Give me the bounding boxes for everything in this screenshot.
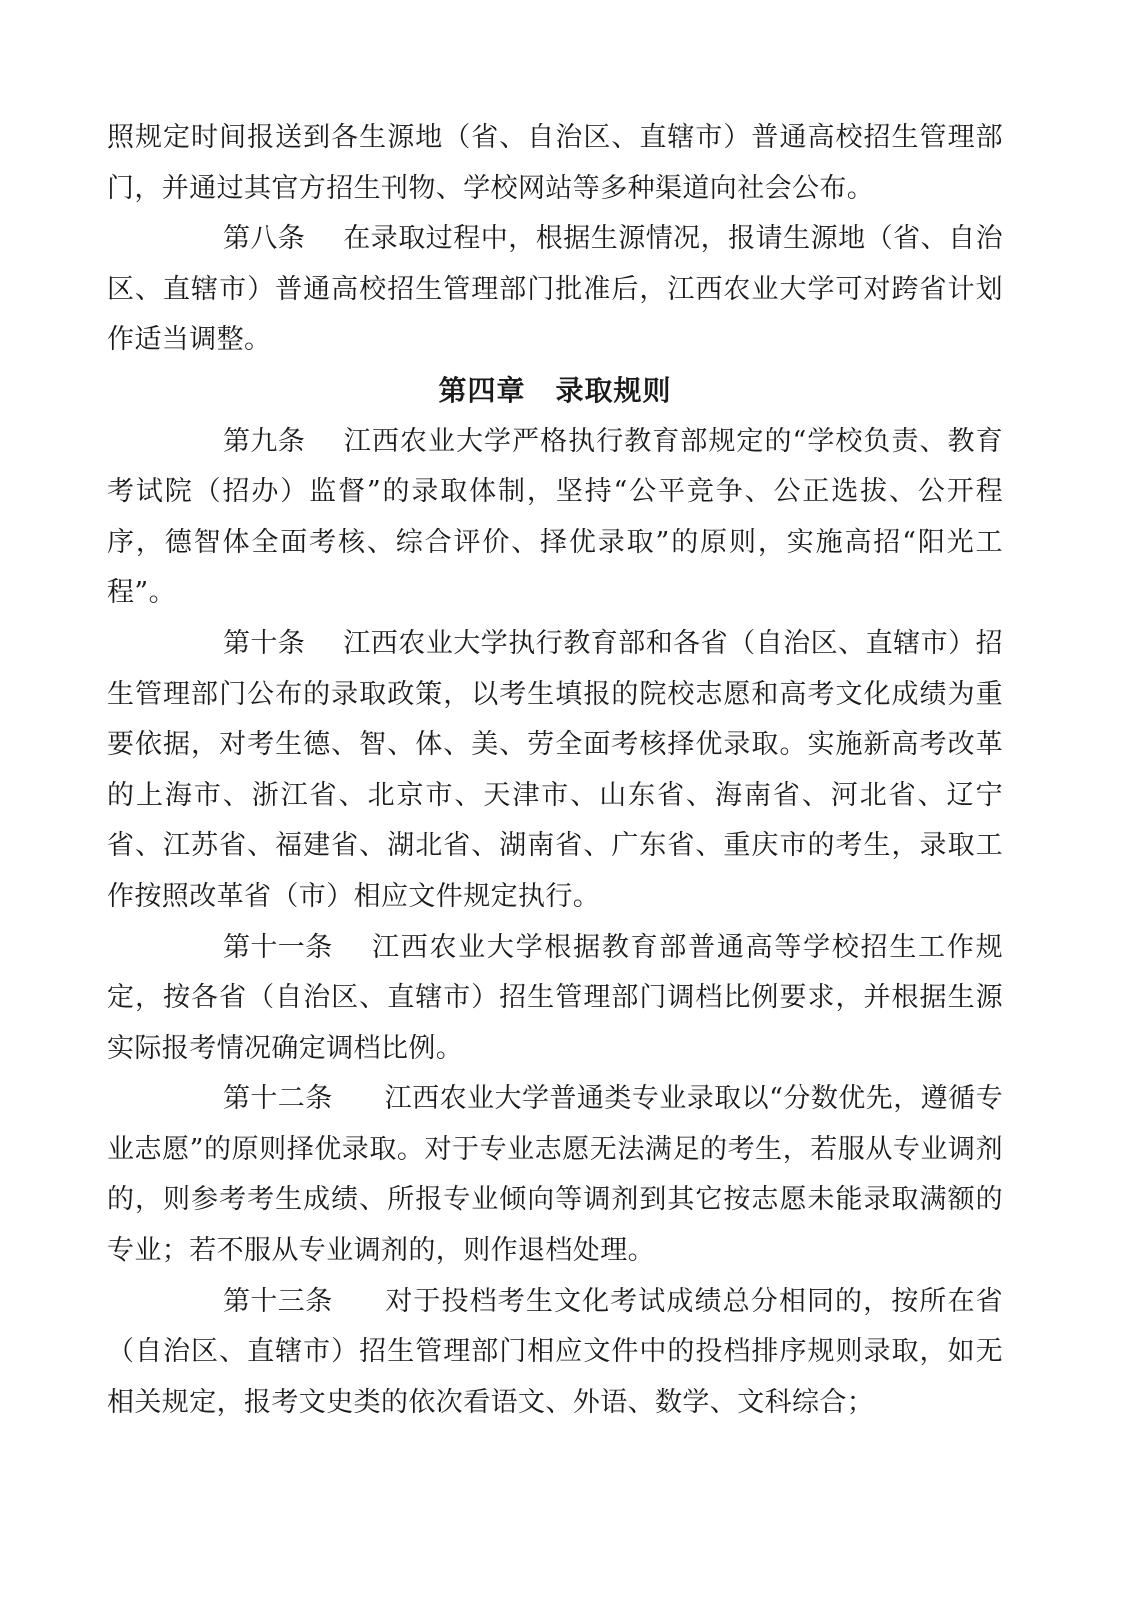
article-text: 对于投档考生文化考试成绩总分相同的，按所在省（自治区、直辖市）招生管理部门相应文件中的投档排序规则录取，如无相关规定，报考文史类的依次看语文、外语、数学、文科综合； xyxy=(107,1285,1003,1418)
article-number: 第十三条 xyxy=(223,1285,333,1317)
chapter-heading xyxy=(107,366,1003,417)
article-number: 第十条 xyxy=(223,627,306,659)
article-13 xyxy=(107,1277,1003,1429)
article-number: 第八条 xyxy=(223,223,306,255)
article-12 xyxy=(107,1074,1003,1276)
paragraph-text: 照规定时间报送到各生源地（省、自治区、直辖市）普通高校招生管理部门，并通过其官方招生刊物、学校网站等多种渠道向社会公布。 xyxy=(107,122,1003,204)
article-text: 在录取过程中，根据生源情况，报请生源地（省、自治区、直辖市）普通高校招生管理部门批准后，江西农业大学可对跨省计划作适当调整。 xyxy=(107,223,1003,356)
article-text: 江西农业大学根据教育部普通高等学校招生工作规定，按各省（自治区、直辖市）招生管理部门调档比例要求，并根据生源实际报考情况确定调档比例。 xyxy=(107,931,1003,1064)
chapter-number: 第四章 xyxy=(438,373,526,407)
article-text: 江西农业大学严格执行教育部规定的“学校负责、教育考试院（招办）监督”的录取体制，坚持“公平竞争、公正选拔、公开程序，德智体全面考核、综合评价、择优录取”的原则，实施高招“阳光工程”。 xyxy=(107,425,1003,609)
paragraph-continuation xyxy=(107,113,1003,214)
article-11 xyxy=(107,923,1003,1075)
article-number: 第九条 xyxy=(223,425,306,457)
article-10 xyxy=(107,619,1003,923)
article-number: 第十一条 xyxy=(223,931,333,963)
article-text: 江西农业大学普通类专业录取以“分数优先，遵循专业志愿”的原则择优录取。对于专业志愿无法满足的考生，若服从专业调剂的，则参考考生成绩、所报专业倾向等调剂到其它按志愿未能录取满额的专业；若不服从专业调剂的，则作退档处理。 xyxy=(107,1083,1003,1267)
chapter-title: 录取规则 xyxy=(555,373,672,407)
article-8 xyxy=(107,214,1003,366)
article-number: 第十二条 xyxy=(223,1083,333,1115)
article-9 xyxy=(107,417,1003,619)
document-body xyxy=(107,113,1003,1428)
article-text: 江西农业大学执行教育部和各省（自治区、直辖市）招生管理部门公布的录取政策，以考生填报的院校志愿和高考文化成绩为重要依据，对考生德、智、体、美、劳全面考核择优录取。实施新高考改革的上海市、浙江省、北京市、天津市、山东省、海南省、河北省、辽宁省、江苏省、福建省、湖北省、湖南省、广东省、重庆市的考生，录取工作按照改革省（市）相应文件规定执行。 xyxy=(107,627,1003,912)
